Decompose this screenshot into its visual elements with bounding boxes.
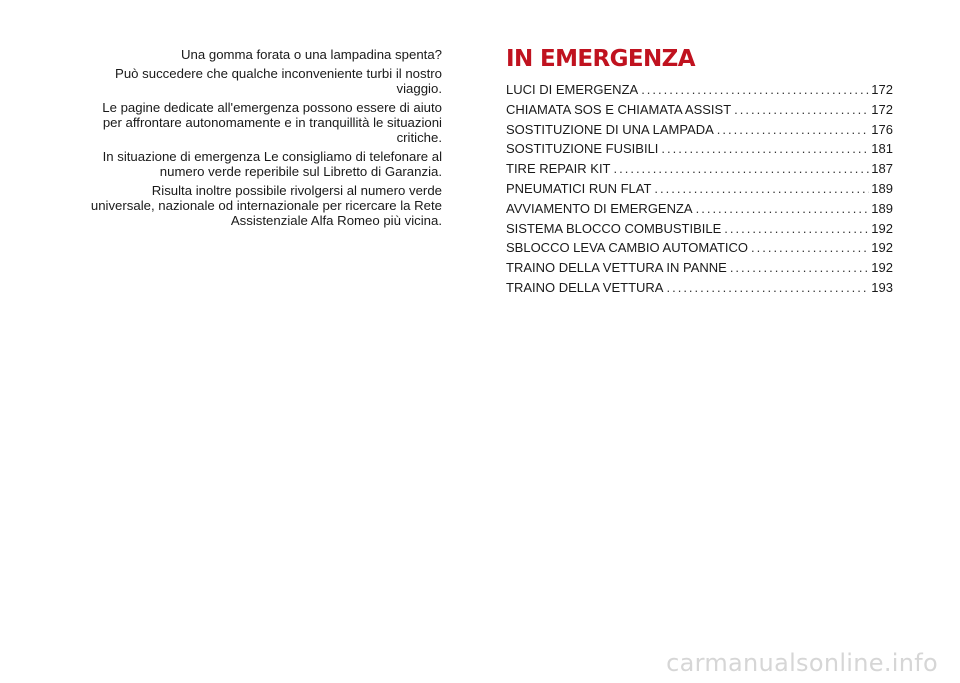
- toc-entry-label: TIRE REPAIR KIT: [506, 161, 611, 177]
- toc-entry-page: 172: [871, 82, 893, 97]
- toc-entry-label: TRAINO DELLA VETTURA IN PANNE: [506, 260, 727, 276]
- toc-entry-label: AVVIAMENTO DI EMERGENZA: [506, 200, 693, 216]
- toc-entry-page: 192: [871, 220, 893, 236]
- toc-entry-page: 193: [871, 279, 893, 295]
- toc-entry[interactable]: [506, 280, 893, 300]
- leader-dots: [717, 122, 870, 137]
- intro-paragraph: Può succedere che qualche inconveniente turbi il nostro viaggio.: [115, 66, 442, 96]
- table-of-contents: [506, 82, 893, 300]
- intro-paragraph: In situazione di emergenza Le consigliamo di telefonare al numero verde reperibile sul Libretto di Garanzia.: [102, 149, 442, 179]
- leader-dots: [641, 82, 869, 97]
- leader-dots: [661, 141, 869, 156]
- leader-dots: [751, 240, 869, 255]
- leader-dots: [654, 181, 869, 196]
- leader-dots: [696, 201, 870, 216]
- toc-entry[interactable]: [506, 141, 893, 161]
- toc-entry[interactable]: [506, 181, 893, 201]
- toc-entry-page: 176: [871, 121, 893, 137]
- toc-entry-page: 192: [871, 260, 893, 276]
- leader-dots: [734, 102, 869, 117]
- toc-entry-page: 187: [871, 161, 893, 177]
- toc-entry-page: 189: [871, 180, 893, 196]
- intro-text: [90, 47, 442, 232]
- toc-entry-page: 192: [871, 240, 893, 256]
- leader-dots: [724, 221, 869, 236]
- toc-entry[interactable]: [506, 260, 893, 280]
- toc-entry-page: 189: [871, 200, 893, 216]
- toc-entry-page: 172: [871, 101, 893, 117]
- intro-paragraph: Una gomma forata o una lampadina spenta?: [181, 47, 442, 62]
- toc-entry-page: 181: [871, 141, 893, 157]
- toc-entry[interactable]: [506, 201, 893, 221]
- toc-entry-label: SOSTITUZIONE FUSIBILI: [506, 141, 659, 157]
- intro-paragraph: Le pagine dedicate all'emergenza possono essere di aiuto per affrontare autonomamente e in tranquillità le situazioni critiche.: [102, 100, 442, 145]
- leader-dots: [730, 260, 869, 275]
- leader-dots: [614, 161, 870, 176]
- toc-entry-label: TRAINO DELLA VETTURA: [506, 279, 664, 295]
- toc-entry[interactable]: [506, 82, 893, 102]
- toc-entry[interactable]: [506, 221, 893, 241]
- toc-entry[interactable]: [506, 102, 893, 122]
- toc-entry-label: CHIAMATA SOS E CHIAMATA ASSIST: [506, 101, 732, 117]
- toc-entry[interactable]: [506, 122, 893, 142]
- toc-entry-label: PNEUMATICI RUN FLAT: [506, 180, 652, 196]
- section-title: IN EMERGENZA: [506, 46, 695, 72]
- intro-paragraph: Risulta inoltre possibile rivolgersi al numero verde universale, nazionale od internazionale per ricercare la Rete Assistenziale Alfa Romeo più vicina.: [90, 183, 442, 228]
- toc-entry-label: SOSTITUZIONE DI UNA LAMPADA: [506, 121, 714, 137]
- toc-entry[interactable]: [506, 240, 893, 260]
- toc-entry-label: SBLOCCO LEVA CAMBIO AUTOMATICO: [506, 240, 748, 256]
- toc-entry-label: LUCI DI EMERGENZA: [506, 82, 639, 97]
- leader-dots: [666, 280, 869, 295]
- toc-entry[interactable]: [506, 161, 893, 181]
- watermark: carmanualsonline.info: [666, 649, 938, 677]
- toc-entry-label: SISTEMA BLOCCO COMBUSTIBILE: [506, 220, 722, 236]
